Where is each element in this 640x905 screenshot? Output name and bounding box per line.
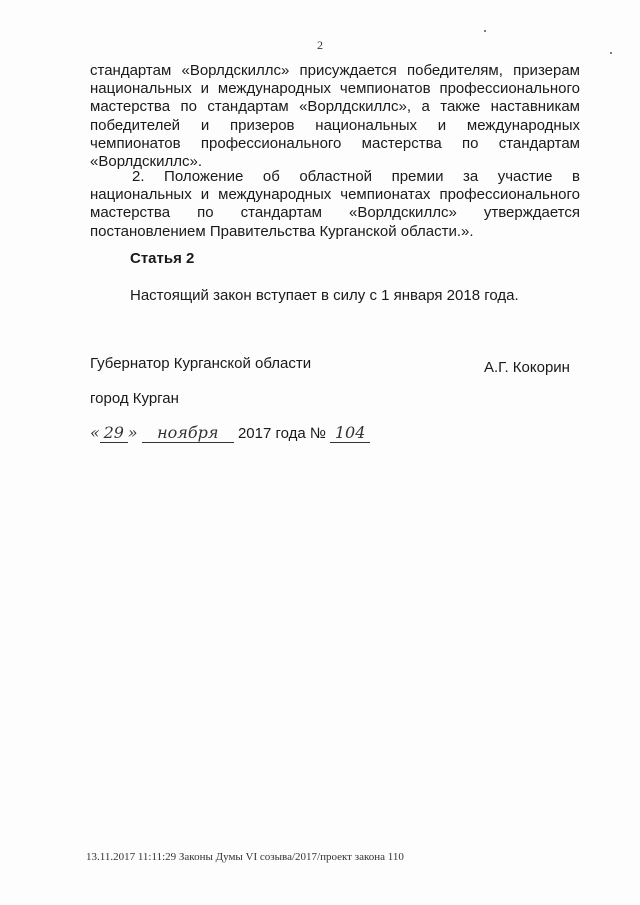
article-heading: Статья 2 — [130, 250, 195, 267]
governor-title: Губернатор Курганской области — [90, 355, 312, 372]
date-month: ноября — [142, 423, 234, 443]
paragraph-1-line: стандартам «Ворлдскиллс» присуждается победителям, призерам — [90, 62, 580, 79]
article-text: Настоящий закон вступает в силу с 1 января 2018 года. — [130, 287, 519, 304]
paragraph-1-line: мастерства по стандартам «Ворлдскиллс», а также наставникам — [90, 98, 580, 116]
date-day: 29 — [100, 423, 128, 443]
paragraph-2-line: национальных и международных чемпионатах профессионального — [90, 186, 580, 204]
paragraph-1-line: чемпионатов профессионального мастерства по стандартам — [90, 134, 580, 152]
page-number: 2 — [317, 38, 323, 52]
paragraph-1-line: национальных и международных чемпионатов профессионального — [90, 80, 580, 98]
footer-file-path: 13.11.2017 11:11:29 Законы Думы VI созыва/2017/проект закона 110 — [86, 851, 404, 863]
paragraph-2 — [90, 168, 580, 241]
date-close-quote: » — [127, 423, 138, 442]
date-year-text: 2017 года № — [237, 425, 326, 442]
governor-name: А.Г. Кокорин — [484, 359, 570, 376]
paragraph-2-line: мастерства по стандартам «Ворлдскиллс» утверждается — [90, 204, 580, 222]
paragraph-2-line: 2. Положение об областной премии за участие в — [132, 168, 580, 185]
scan-speck — [610, 52, 612, 54]
paragraph-2-line: постановлением Правительства Курганской области.». — [90, 222, 474, 240]
scan-speck — [484, 30, 486, 32]
document-number: 104 — [330, 423, 370, 443]
paragraph-1 — [90, 62, 580, 171]
city-name: город Курган — [90, 390, 179, 407]
paragraph-1-line: победителей и призеров национальных и международных — [90, 116, 580, 134]
paragraph-1-line: «Ворлдскиллс». — [90, 153, 202, 171]
date-open-quote: « — [90, 423, 100, 442]
date-line — [90, 423, 370, 443]
